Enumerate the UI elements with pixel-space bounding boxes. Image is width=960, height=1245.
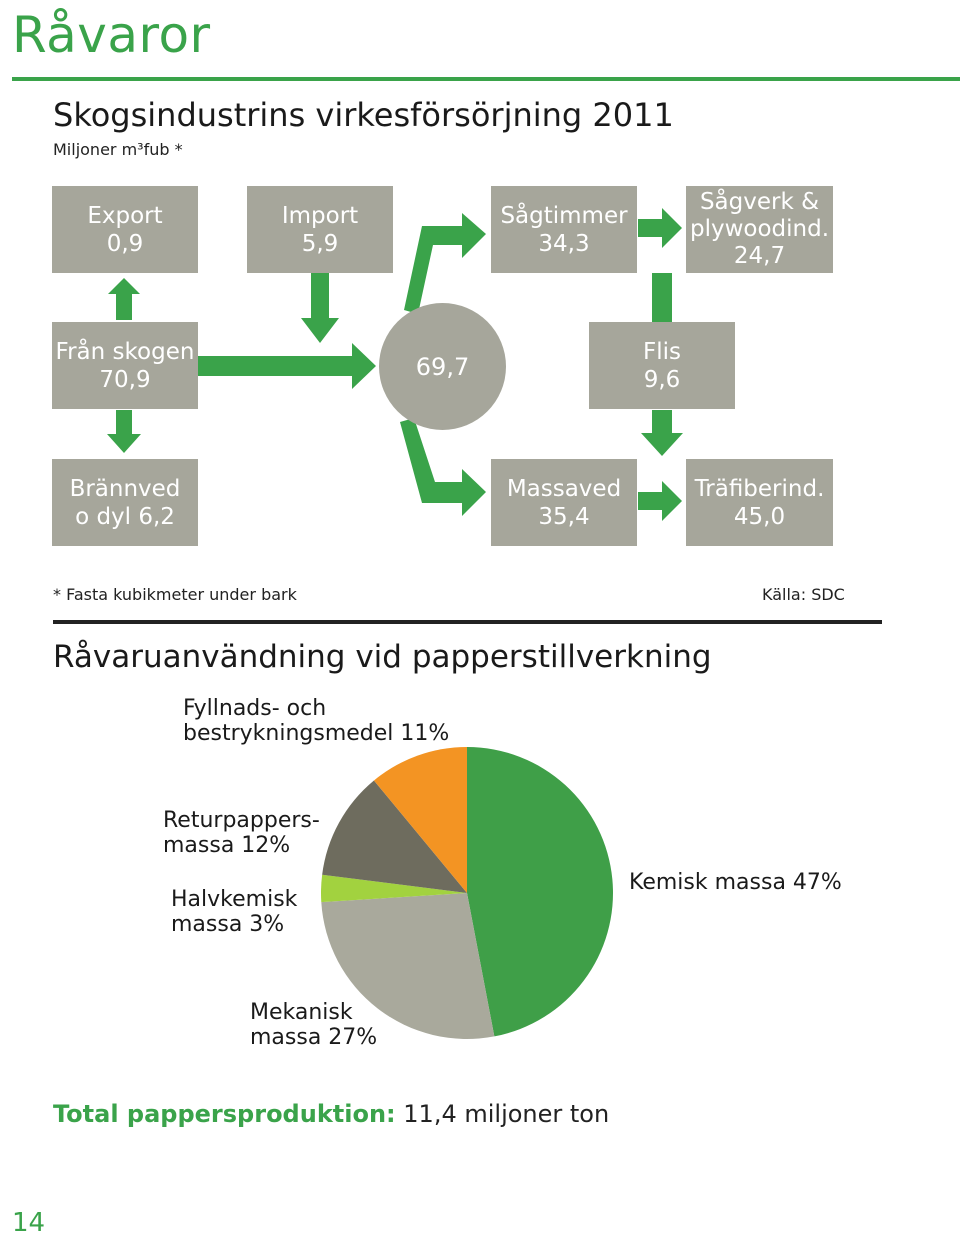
fran-skogen-value: 70,9 (99, 366, 151, 393)
box-flis (589, 322, 735, 409)
sagverk-value: 24,7 (733, 243, 786, 269)
import-value: 5,9 (301, 230, 339, 257)
export-value: 0,9 (106, 230, 144, 257)
total-value: 11,4 miljoner ton (395, 1100, 610, 1128)
brannved-label: Brännved (69, 475, 181, 502)
import-label: Import (281, 202, 359, 229)
box-import (247, 186, 393, 273)
arrow-skogen-to-center (198, 343, 376, 389)
massaved-label: Massaved (506, 475, 622, 502)
pie-label-mekanisk (250, 1000, 377, 1050)
source-note: Källa: SDC (762, 585, 845, 604)
box-fran-skogen (52, 322, 198, 409)
flow-unit: Miljoner m³fub * (53, 140, 183, 159)
brannved-value: o dyl 6,2 (75, 503, 175, 530)
massaved-value: 35,4 (538, 503, 590, 530)
arrow-from-import (301, 272, 339, 343)
pie-label-returpapper (163, 808, 320, 858)
pie-label-mekanisk-line2: massa 27% (250, 1025, 378, 1050)
pie-label-fyllnad-line1: Fyllnads- och (183, 696, 327, 721)
arrow-center-to-sagtimmer (404, 213, 486, 314)
pie-label-returpapper-line2: massa 12% (163, 833, 291, 858)
sagverk-label-2: plywoodind. (689, 216, 830, 242)
pie-title: Råvaruanvändning vid papperstillverkning (53, 639, 712, 675)
pie-label-halvkemisk (171, 887, 297, 937)
arrow-sagverk-to-flis (652, 273, 672, 322)
total-label: Total pappersproduktion: (53, 1100, 396, 1128)
export-label: Export (87, 202, 163, 229)
section-rule (53, 620, 882, 624)
footnote: * Fasta kubikmeter under bark (53, 585, 297, 604)
box-export (52, 186, 198, 273)
flis-label: Flis (643, 338, 681, 365)
box-massaved (491, 459, 637, 546)
arrow-to-export (108, 278, 140, 320)
trafiber-label: Träfiberind. (694, 475, 825, 502)
total-production (53, 1100, 609, 1128)
arrow-massaved-to-trafiber (638, 481, 682, 521)
pie-label-mekanisk-line1: Mekanisk (250, 1000, 353, 1025)
center-value: 69,7 (415, 352, 470, 381)
box-trafiber (686, 459, 833, 546)
pie-label-halvkemisk-line2: massa 3% (171, 912, 285, 937)
pie-slice-kemisk-massa (467, 747, 613, 1036)
pie-label-halvkemisk-line1: Halvkemisk (171, 887, 298, 912)
page-title: Råvaror (12, 6, 211, 64)
sagtimmer-label: Sågtimmer (500, 202, 628, 229)
sagverk-label-1: Sågverk & (699, 189, 820, 215)
pie-label-fyllnad-line2: bestrykningsmedel 11% (183, 721, 450, 746)
sagtimmer-value: 34,3 (538, 230, 590, 257)
fran-skogen-label: Från skogen (55, 338, 195, 365)
flis-value: 9,6 (643, 366, 681, 393)
pie-label-fyllnad (183, 696, 449, 746)
center-circle (379, 303, 506, 430)
arrow-sagtimmer-to-sagverk (638, 208, 682, 248)
flow-title: Skogsindustrins virkesförsörjning 2011 (53, 96, 674, 134)
pie-label-kemisk: Kemisk massa 47% (629, 870, 842, 895)
box-sagverk (686, 186, 833, 273)
trafiber-value: 45,0 (733, 503, 786, 530)
box-brannved (52, 459, 198, 546)
pie-label-returpapper-line1: Returpappers- (163, 808, 320, 833)
arrow-to-brannved (107, 410, 141, 453)
page-number: 14 (12, 1208, 46, 1238)
arrow-flis-to-trafiber (641, 410, 683, 456)
box-sagtimmer (491, 186, 637, 273)
arrow-center-to-massaved (400, 418, 486, 516)
